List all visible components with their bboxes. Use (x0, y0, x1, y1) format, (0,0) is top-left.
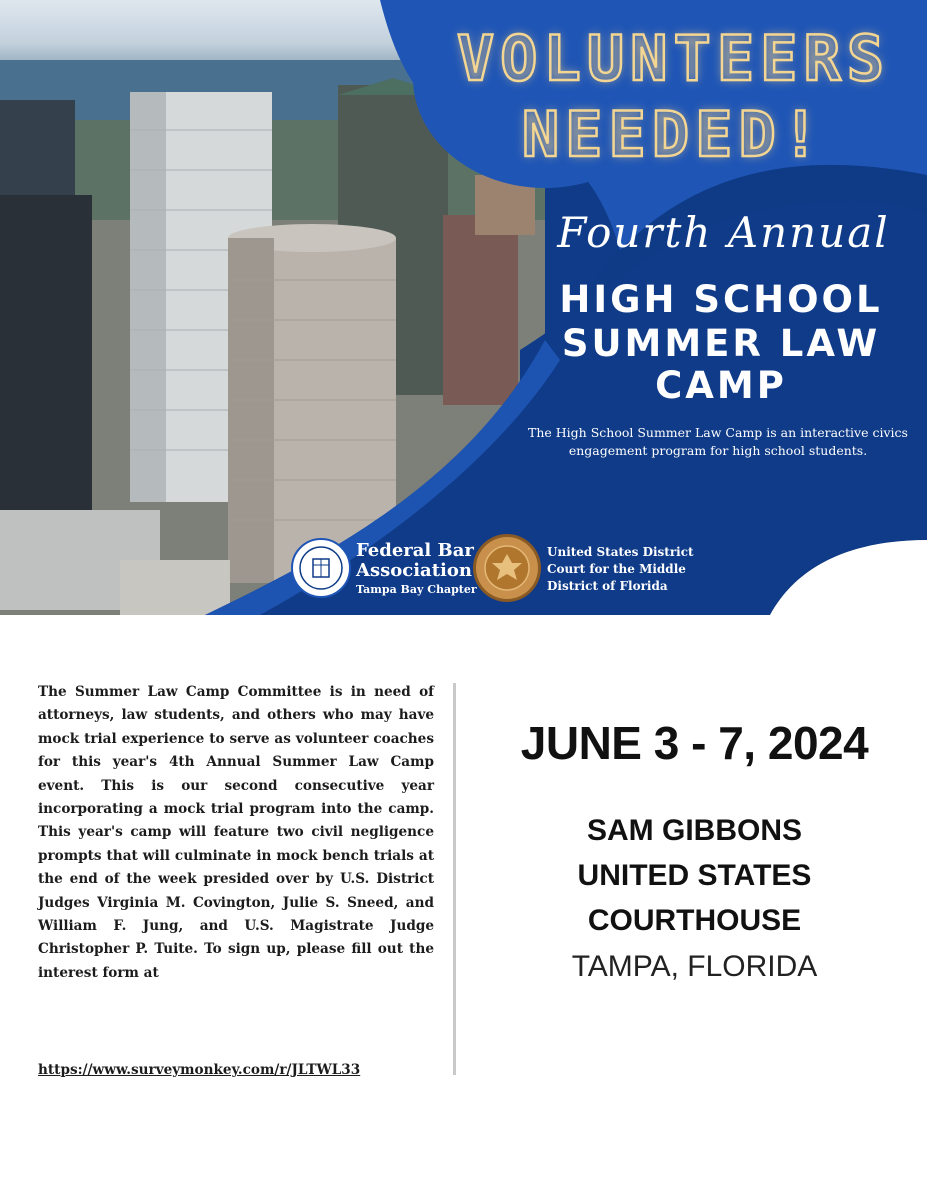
court-logo-text (547, 544, 694, 595)
tower-white-side (130, 92, 166, 502)
headline-needed: NEEDED! (521, 98, 826, 171)
court-name-line2: Court for the Middle (547, 562, 686, 576)
fba-logo-text (356, 541, 477, 597)
fba-name-line2: Association (356, 560, 472, 581)
venue-line3: COURTHOUSE (587, 904, 802, 937)
event-city: TAMPA, FLORIDA (571, 950, 818, 983)
tower-round-shade (228, 238, 274, 583)
fourth-annual-script: Fourth Annual (557, 208, 890, 257)
camp-title-line3: CAMP (655, 364, 787, 407)
court-name-line1: United States District (547, 545, 694, 559)
fba-chapter: Tampa Bay Chapter (356, 583, 477, 596)
court-seal-icon (472, 533, 542, 608)
venue-line2: UNITED STATES (577, 859, 812, 892)
fba-name-line1: Federal Bar (356, 540, 474, 561)
camp-description: The High School Summer Law Camp is an interactive civics engagement program for high school students. (528, 425, 908, 458)
event-dates: JUNE 3 - 7, 2024 (520, 717, 869, 769)
camp-title-line2: SUMMER LAW (561, 322, 881, 365)
volunteer-description: The Summer Law Camp Committee is in need of attorneys, law students, and others who may have mock trial experience to serve as volunteer coaches for this year's 4th Annual Summer Law Camp event. This is our second consecutive year incorporating a mock trial program into the camp. This year's camp will feature two civil negligence prompts that will culminate in mock bench trials at the end of the week presided over by U.S. District Judges Virginia M. Covington, Julie S. Sneed, and William F. Jung, and U.S. Magistrate Judge Christopher P. Tuite. To sign up, please fill out the interest form at (38, 684, 434, 981)
camp-title-line1: HIGH SCHOOL (559, 278, 883, 321)
headline-volunteers: VOLUNTEERS (456, 22, 891, 95)
fba-seal-icon (290, 537, 352, 604)
venue-line1: SAM GIBBONS (586, 814, 802, 847)
low-building (120, 560, 230, 615)
column-divider (453, 683, 456, 1075)
tower-dark-left (0, 195, 92, 525)
interest-form-link[interactable]: https://www.surveymonkey.com/r/JLTWL33 (38, 1062, 361, 1078)
court-name-line3: District of Florida (547, 579, 668, 593)
tower-brick (443, 215, 518, 405)
